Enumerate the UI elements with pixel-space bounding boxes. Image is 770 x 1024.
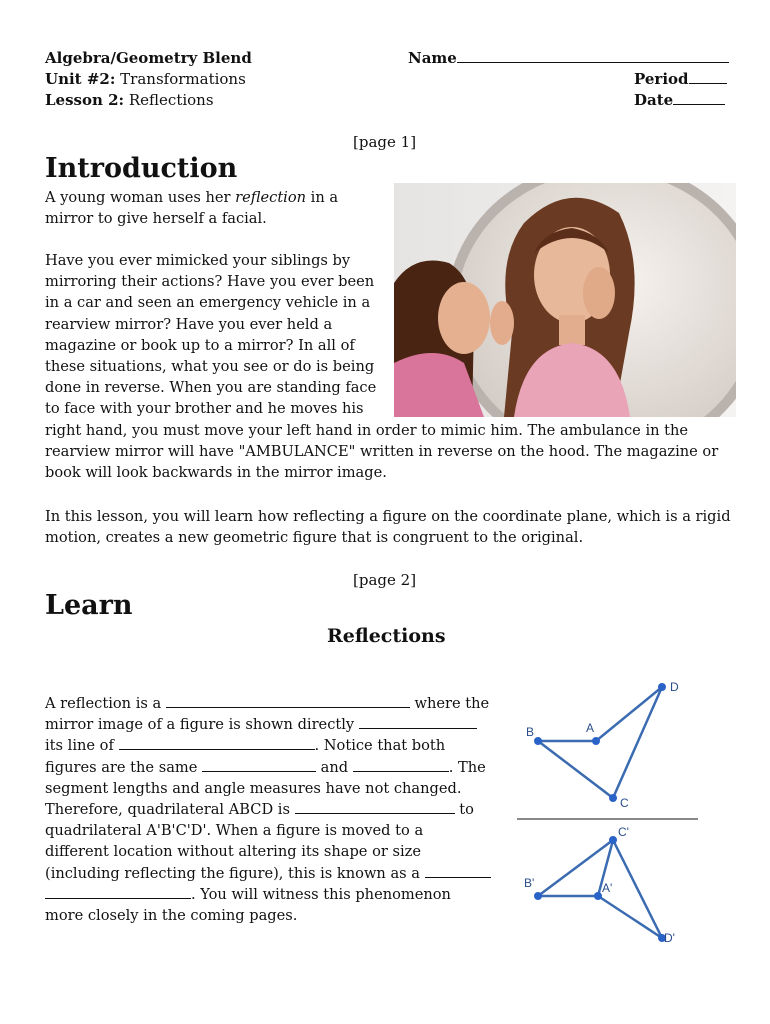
lesson-value: Reflections	[128, 91, 214, 109]
learn-text: (including reflecting the figure), this is known as a	[45, 864, 420, 882]
date-field[interactable]	[634, 90, 725, 111]
photo-illustration	[394, 183, 736, 417]
intro-text-cont: in a mirror to give herself a facial.	[45, 189, 339, 228]
label-c: C	[620, 796, 629, 810]
reflection-figure	[510, 670, 710, 960]
point-c	[609, 794, 617, 802]
blank-7-continued[interactable]	[45, 884, 191, 899]
intro-text: A young woman uses her	[45, 189, 236, 206]
learn-text: figures are the same	[45, 758, 198, 776]
learn-text: its line of	[45, 737, 114, 755]
figure-abcd-prime-outline	[538, 840, 662, 938]
blank-3[interactable]	[119, 735, 315, 750]
learn-text: to	[459, 801, 474, 819]
blank-6[interactable]	[295, 799, 455, 814]
label-a: A	[586, 721, 595, 735]
page-2-label: [page 2]	[353, 571, 417, 589]
date-label: Date	[634, 91, 674, 109]
intro-paragraph-2: Have you ever mimicked your siblings by mirroring their actions? Have you ever been in a car and seen an emergency vehicle in a rearview mirror? Have you ever held a magazine or book up to a mirror? In all of these situations, what you see or do is being done in reverse. When you are standing face to face with your brother and he moves his	[45, 252, 377, 418]
learn-text: more closely in the coming pages.	[45, 907, 298, 925]
point-b	[534, 737, 542, 745]
point-d	[658, 683, 666, 691]
learn-text: . The	[448, 758, 486, 776]
learn-text: where the	[414, 695, 490, 712]
label-b-prime: B'	[524, 876, 535, 890]
label-a-prime: A'	[602, 881, 613, 895]
blank-4[interactable]	[202, 757, 316, 772]
reflection-word: reflection	[235, 189, 307, 206]
period-label: Period	[634, 70, 689, 88]
page-1-label: [page 1]	[353, 133, 417, 151]
reflections-subheading: Reflections	[327, 625, 446, 647]
point-b-prime	[534, 892, 542, 900]
period-blank[interactable]	[689, 69, 727, 84]
blank-1[interactable]	[166, 693, 410, 708]
blank-7[interactable]	[425, 863, 491, 878]
woman-mirror-photo	[394, 183, 736, 417]
lesson-label: Lesson 2:	[45, 91, 125, 109]
intro-paragraph-2-continued: right hand, you must move your left hand in order to mimic him. The ambulance in the rearview mirror will have "AMBULANCE" written in reverse on the hood. The magazine or book will look backwards in the mirror image.	[45, 422, 719, 482]
label-b: B	[526, 725, 535, 739]
intro-paragraph-1	[45, 187, 380, 229]
learn-text: . You will witness this phenomenon	[191, 885, 451, 903]
learn-text: and	[320, 758, 349, 776]
point-a	[592, 737, 600, 745]
label-d-prime: D'	[664, 931, 675, 945]
blank-5[interactable]	[353, 757, 449, 772]
learn-heading: Learn	[45, 590, 133, 621]
course-title: Algebra/Geometry Blend	[45, 49, 252, 67]
learn-text: segment lengths and angle measures have not changed.	[45, 779, 462, 797]
date-blank[interactable]	[673, 90, 725, 105]
learn-text: Therefore, quadrilateral ABCD is	[45, 801, 290, 819]
point-c-prime	[609, 836, 617, 844]
intro-paragraph-3: In this lesson, you will learn how reflecting a figure on the coordinate plane, which is a rigid motion, creates a new geometric figure that is congruent to the original.	[45, 508, 731, 547]
learn-text: mirror image of a figure is shown directly	[45, 716, 355, 734]
learn-text: quadrilateral A'B'C'D'. When a figure is moved to a	[45, 822, 424, 840]
name-label: Name	[408, 49, 457, 67]
learn-text: different location without altering its shape or size	[45, 843, 421, 861]
point-a-prime	[594, 892, 602, 900]
name-field[interactable]	[408, 48, 729, 69]
learn-paragraph	[45, 693, 495, 926]
figure-abcd-outline	[538, 687, 662, 798]
introduction-heading: Introduction	[45, 153, 238, 184]
blank-2[interactable]	[359, 714, 477, 729]
unit-value: Transformations	[120, 70, 246, 88]
label-d: D	[670, 680, 679, 694]
learn-text: A reflection is a	[45, 695, 162, 712]
period-field[interactable]	[634, 69, 727, 90]
unit-label: Unit #2:	[45, 70, 116, 88]
header-left	[45, 48, 252, 111]
name-blank[interactable]	[457, 48, 729, 63]
label-c-prime: C'	[618, 825, 629, 839]
learn-text: . Notice that both	[314, 737, 446, 755]
